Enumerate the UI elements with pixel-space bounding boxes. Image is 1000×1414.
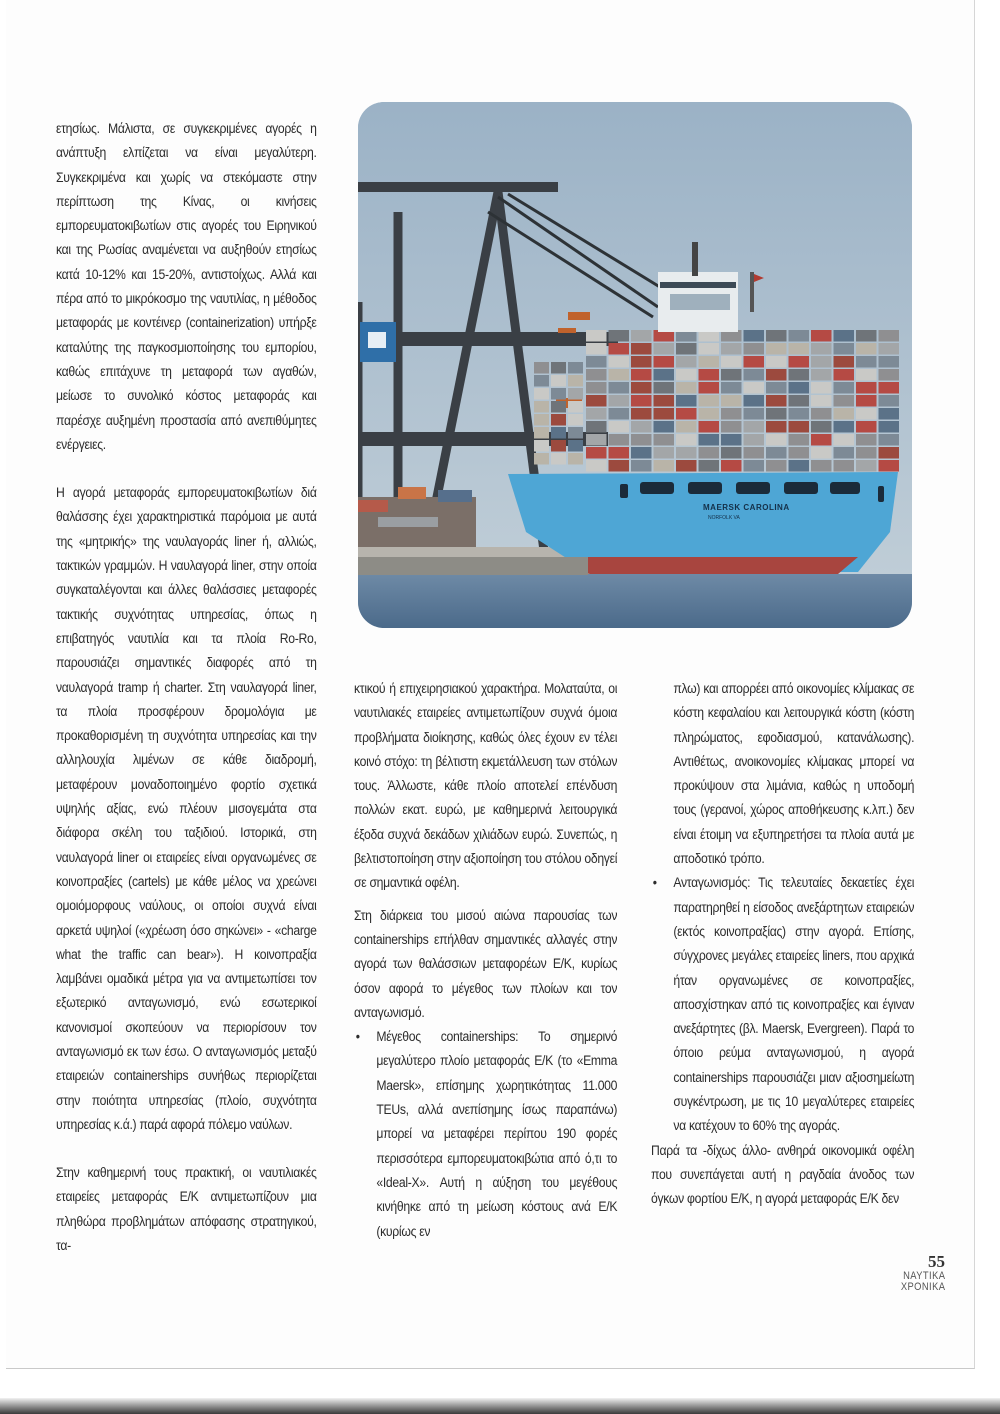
shipping-container: [676, 408, 697, 420]
shipping-container: [551, 414, 566, 426]
shipping-container: [609, 460, 630, 472]
shipping-container: [721, 395, 742, 407]
shipping-container: [721, 460, 742, 472]
page-number: 55: [928, 1252, 945, 1271]
shipping-container: [811, 382, 832, 394]
container-stack: [534, 330, 899, 472]
shipping-container: [631, 460, 652, 472]
shipping-container: [654, 369, 675, 381]
shipping-container: [534, 388, 549, 400]
shipping-container: [789, 382, 810, 394]
shipping-container: [766, 408, 787, 420]
shipping-container: [699, 408, 720, 420]
shipping-container: [834, 382, 855, 394]
shipping-container: [766, 369, 787, 381]
shipping-container: [676, 460, 697, 472]
shipping-container: [699, 421, 720, 433]
shipping-container: [654, 356, 675, 368]
shipping-container: [856, 421, 877, 433]
shipping-container: [568, 375, 583, 387]
shipping-container: [609, 395, 630, 407]
shipping-container: [568, 440, 583, 452]
shipping-container: [721, 434, 742, 446]
shipping-container: [856, 343, 877, 355]
shipping-container: [721, 408, 742, 420]
shipping-container: [789, 408, 810, 420]
shipping-container: [856, 460, 877, 472]
paragraph: ετησίως. Μάλιστα, σε συγκεκριμένες αγορές η ανάπτυξη ελπίζεται να είναι μεγαλύτερη. Συγκεκριμένα και χωρίς να στεκόμαστε στην περίπτωση της Κίνας, οι κινήσεις εμπορευματοκιβωτίων στις αγορές του Ειρηνικού και της Ρωσίας αναμένεται να αυξηθούν ετησίως κατά 10-12% και 15-20%, αντιστοίχως. Αλλά και πέρα από το μικρόκοσμο της ναυτιλίας, η μέθοδος μεταφοράς με κοντέινερ (containerization) υπήρξε καταλύτης της παγκοσμιοποίησης του εμπορίου, καθώς επιτάχυνε τη μεταφορά των αγαθών, μείωσε το συνολικό κόστος μεταφοράς και παρέσχε αυξημένη προστασία από ανεπιθύμητες ενέργειες.: [56, 121, 317, 453]
bullet-item: [651, 871, 914, 1138]
shipping-container: [766, 395, 787, 407]
shipping-container: [744, 460, 765, 472]
shipping-container: [811, 343, 832, 355]
shipping-container: [631, 330, 652, 342]
shipping-container: [879, 434, 900, 446]
shipping-container: [789, 447, 810, 459]
shipping-container: [699, 382, 720, 394]
shipping-container: [856, 356, 877, 368]
shipping-container: [856, 434, 877, 446]
shipping-container: [586, 408, 607, 420]
shipping-container: [856, 408, 877, 420]
shipping-container: [568, 453, 583, 465]
shipping-container: [609, 369, 630, 381]
shipping-container: [631, 356, 652, 368]
shipping-container: [789, 343, 810, 355]
shipping-container: [834, 460, 855, 472]
shipping-container: [834, 356, 855, 368]
shipping-container: [534, 401, 549, 413]
shipping-container: [834, 369, 855, 381]
shipping-container: [766, 382, 787, 394]
shipping-container: [699, 356, 720, 368]
shipping-container: [654, 434, 675, 446]
shipping-container: [676, 369, 697, 381]
shipping-container: [586, 369, 607, 381]
text-column-2: [354, 677, 617, 1244]
scan-shadow: [0, 1398, 1000, 1414]
shipping-container: [586, 434, 607, 446]
shipping-container: [586, 343, 607, 355]
shipping-container: [654, 395, 675, 407]
shipping-container: [568, 427, 583, 439]
shipping-container: [789, 421, 810, 433]
shipping-container: [811, 421, 832, 433]
shipping-container: [744, 382, 765, 394]
shipping-container: [654, 447, 675, 459]
shipping-container: [551, 401, 566, 413]
shipping-container: [766, 356, 787, 368]
shipping-container: [879, 382, 900, 394]
shipping-container: [789, 356, 810, 368]
shipping-container: [631, 447, 652, 459]
shipping-container: [879, 343, 900, 355]
text-column-3: [651, 677, 914, 1212]
shipping-container: [676, 447, 697, 459]
shipping-container: [609, 408, 630, 420]
shipping-container: [744, 447, 765, 459]
shipping-container: [766, 343, 787, 355]
shipping-container: [568, 401, 583, 413]
shipping-container: [609, 356, 630, 368]
shipping-container: [721, 356, 742, 368]
shipping-container: [879, 447, 900, 459]
shipping-container: [551, 440, 566, 452]
bullet-text: Μέγεθος containerships: Το σημερινό μεγαλύτερο πλοίο μεταφοράς Ε/Κ (το «Emma Maersk», επίσημης χωρητικότητας 11.000 TEUs, αλλά ανεπίσημης ίσως παραπάνω) μπορεί να μεταφέρει περίπου 190 φορές περισσότερα εμπορευματοκιβώτια από ό,τι το «Ideal-X». Αυτή η αύξηση του μεγέθους κινήθηκε από τη μείωση κόστους ανά Ε/Κ (κυρίως εν: [376, 1029, 618, 1240]
magazine-name-line1: ΝΑΥΤΙΚΑ: [902, 1270, 945, 1282]
shipping-container: [834, 421, 855, 433]
shipping-container: [811, 356, 832, 368]
shipping-container: [654, 343, 675, 355]
shipping-container: [811, 408, 832, 420]
shipping-container: [551, 388, 566, 400]
shipping-container: [879, 369, 900, 381]
shipping-container: [568, 362, 583, 374]
shipping-container: [879, 460, 900, 472]
shipping-container: [631, 434, 652, 446]
shipping-container: [551, 427, 566, 439]
shipping-container: [744, 421, 765, 433]
shipping-container: [676, 421, 697, 433]
shipping-container: [676, 343, 697, 355]
shipping-container: [744, 330, 765, 342]
shipping-container: [654, 421, 675, 433]
bullet-item: [354, 1025, 617, 1244]
shipping-container: [699, 343, 720, 355]
shipping-container: [534, 414, 549, 426]
shipping-container: [609, 330, 630, 342]
shipping-container: [609, 447, 630, 459]
shipping-container: [631, 343, 652, 355]
paragraph: πλω) και απορρέει από οικονομίες κλίμακας σε κόστη κεφαλαίου και λειτουργικά κόστη (κόστη πληρώματος, εφοδιασμού, κατανάλωσης). Αντιθέτως, ανοικονομίες κλίμακας μπορεί να προκύψουν στα λιμάνια, καθώς η υποδομή τους (γερανοί, χώρος αποθήκευσης κ.λπ.) δεν είναι έτοιμη να εξυπηρετήσει τα πλοία αυτά με αποδοτικό τρόπο.: [673, 681, 915, 868]
bullet-marker: •: [355, 1029, 360, 1046]
shipping-container: [676, 395, 697, 407]
shipping-container: [789, 434, 810, 446]
shipping-container: [551, 375, 566, 387]
shipping-container: [789, 369, 810, 381]
paragraph: Παρά τα -δίχως άλλο- ανθηρά οικονομικά οφέλη που συνεπάγεται αυτή η ραγδαία άνοδος των όγκων φορτίου Ε/Κ, η αγορά μεταφοράς Ε/Κ δεν: [651, 1142, 915, 1208]
shipping-container: [789, 330, 810, 342]
shipping-container: [586, 395, 607, 407]
shipping-container: [699, 434, 720, 446]
shipping-container: [699, 395, 720, 407]
shipping-container: [631, 382, 652, 394]
bullet-text: Ανταγωνισμός: Τις τελευταίες δεκαετίες έχει παρατηρηθεί η είσοδος ανεξάρτητων εταιρειών (εκτός κοινοπραξίας) στην αγορά. Επίσης, σύγχρονες μεγάλες εταιρείες liners, που αρχικά ήταν οργανωμένες σε κοινοπραξίες, αποσχίστηκαν από τις κοινοπραξίες και έγιναν ανεξάρτητες (βλ. Maersk, Evergreen). Παρά το όποιο ρεύμα ανταγωνισμού, η αγορά containerships παρουσιάζει μιαν αξιοσημείωτη συγκέντρωση, με τις 10 μεγαλύτερες εταιρείες να κατέχουν το 60% της αγοράς.: [673, 875, 915, 1135]
shipping-container: [609, 343, 630, 355]
shipping-container: [721, 447, 742, 459]
shipping-container: [834, 447, 855, 459]
shipping-container: [856, 395, 877, 407]
shipping-container: [676, 356, 697, 368]
shipping-container: [609, 434, 630, 446]
shipping-container: [789, 395, 810, 407]
shipping-container: [766, 447, 787, 459]
shipping-container: [744, 434, 765, 446]
shipping-container: [856, 382, 877, 394]
shipping-container: [551, 362, 566, 374]
shipping-container: [744, 343, 765, 355]
shipping-container: [551, 453, 566, 465]
bullet-marker: •: [652, 875, 657, 892]
shipping-container: [834, 434, 855, 446]
shipping-container: [631, 369, 652, 381]
shipping-container: [856, 447, 877, 459]
shipping-container: [609, 421, 630, 433]
shipping-container: [534, 375, 549, 387]
shipping-container: [856, 330, 877, 342]
paragraph: κτικού ή επιχειρησιακού χαρακτήρα. Μολαταύτα, οι ναυτιλιακές εταιρείες αντιμετωπίζουν συχνά όμοια προβλήματα διοίκησης, καθώς όλες έχουν εν τέλει κοινό στόχο: τη βέλτιστη εκμετάλλευση των στόλων τους. Άλλωστε, κάθε πλοίο αποτελεί επένδυση πολλών εκατ. ευρώ, με καθημερινά λειτουργικά έξοδα συχνά δεκάδων χιλιάδων ευρώ. Συνεπώς, η βελτιστοποίηση στην αξιοποίηση του στόλου οδηγεί σε σημαντικά οφέλη.: [354, 681, 618, 892]
shipping-container: [631, 408, 652, 420]
shipping-container: [568, 388, 583, 400]
shipping-container: [721, 343, 742, 355]
shipping-container: [676, 382, 697, 394]
shipping-container: [631, 421, 652, 433]
shipping-container: [721, 369, 742, 381]
ship-name: MAERSK CAROLINA: [703, 503, 790, 512]
shipping-container: [676, 434, 697, 446]
shipping-container: [766, 434, 787, 446]
paragraph: Στη διάρκεια του μισού αιώνα παρουσίας των containerships επήλθαν σημαντικές αλλαγές στην αγορά των θαλάσσιων μεταφορέων Ε/Κ, κυρίως όσον αφορά το μέγεθος των πλοίων και τον ανταγωνισμό.: [354, 907, 618, 1021]
shipping-container: [811, 447, 832, 459]
shipping-container: [879, 421, 900, 433]
shipping-container: [879, 395, 900, 407]
shipping-container: [534, 453, 549, 465]
container-ship-photo: [358, 102, 912, 628]
shipping-container: [631, 395, 652, 407]
shipping-container: [721, 382, 742, 394]
shipping-container: [744, 408, 765, 420]
shipping-container: [856, 369, 877, 381]
shipping-container: [789, 460, 810, 472]
shipping-container: [654, 382, 675, 394]
shipping-container: [586, 356, 607, 368]
shipping-container: [744, 356, 765, 368]
paragraph: Η αγορά μεταφοράς εμπορευματοκιβωτίων διά θαλάσσης έχει χαρακτηριστικά παρόμοια με αυτά της «μητρικής» της ναυλαγοράς liner ή, αλλιώς, τακτικών γραμμών. Η ναυλαγορά liner, στην οποία συγκαταλέγονται και άλλες θαλάσσιες μεταφορές τακτικής συχνότητας υπηρεσίας, όπως η επιβατηγός ναυτιλία και τα πλοία Ro-Ro, παρουσιάζει σημαντικές διαφορές από τη ναυλαγορά tramp ή charter. Στη ναυλαγορά liner, τα πλοία προσφέρουν δρομολόγια με προκαθορισμένη τη συχνότητα υπηρεσίας και την αλληλουχία λιμένων σε κάθε διαδρομή, μεταφέρουν μοναδοποιημένο φορτίο σχετικά υψηλής αξίας, ενώ πλέουν μισογεμάτα στα διάφορα σκέλη του ταξιδιού. Ιστορικά, στη ναυλαγορά liner οι εταιρείες είναι οργανωμένες σε κοινοπραξίες (cartels) με κάθε μέλος να χρεώνει ομοιόμορφους ναύλους, οι οποίοι συχνά είναι αρκετά υψηλοί («χρέωση όσο σηκώνει» - «charge what the traffic can bear»). Η κοινοπραξία λαμβάνει ομαδικά μέτρα για να αντιμετωπίσει τον εξωτερικό ανταγωνισμό, ενώ εσωτερικοί κανονισμοί σκοπεύουν να περιορίσουν τον ανταγωνισμό εκ των έσω. Ο ανταγωνισμός μεταξύ εταιρειών containerships συνήθως περιορίζεται στην ποιότητα υπηρεσίας (πλοίο, συχνότητα υπηρεσίας κ.ά.) παρά αφορά πόλεμο ναύλων.: [56, 485, 317, 1133]
shipping-container: [699, 460, 720, 472]
shipping-container: [879, 330, 900, 342]
shipping-container: [744, 395, 765, 407]
shipping-container: [879, 408, 900, 420]
shipping-container: [766, 460, 787, 472]
shipping-container: [699, 369, 720, 381]
shipping-container: [879, 356, 900, 368]
shipping-container: [811, 460, 832, 472]
shipping-container: [699, 447, 720, 459]
shipping-container: [586, 460, 607, 472]
shipping-container: [654, 408, 675, 420]
shipping-container: [534, 440, 549, 452]
shipping-container: [744, 369, 765, 381]
shipping-container: [586, 382, 607, 394]
shipping-container: [721, 421, 742, 433]
shipping-container: [834, 343, 855, 355]
ship-home-port: NORFOLK VA: [708, 515, 740, 521]
paragraph: Στην καθημερινή τους πρακτική, οι ναυτιλιακές εταιρείες μεταφοράς Ε/Κ αντιμετωπίζουν μια πληθώρα προβλημάτων απόφασης στρατηγικού, τα-: [56, 1165, 317, 1255]
shipping-container: [586, 447, 607, 459]
shipping-container: [834, 330, 855, 342]
shipping-container: [811, 369, 832, 381]
shipping-container: [834, 395, 855, 407]
shipping-container: [609, 382, 630, 394]
shipping-container: [766, 330, 787, 342]
shipping-container: [766, 421, 787, 433]
shipping-container: [534, 362, 549, 374]
text-column-1: [56, 117, 317, 1258]
shipping-container: [586, 330, 607, 342]
shipping-container: [811, 330, 832, 342]
page-folio: [893, 1253, 945, 1293]
shipping-container: [834, 408, 855, 420]
shipping-container: [811, 395, 832, 407]
shipping-container: [568, 414, 583, 426]
shipping-container: [811, 434, 832, 446]
shipping-container: [586, 421, 607, 433]
magazine-name-line2: ΧΡΟΝΙΚΑ: [900, 1281, 945, 1293]
shipping-container: [534, 427, 549, 439]
shipping-container: [654, 460, 675, 472]
